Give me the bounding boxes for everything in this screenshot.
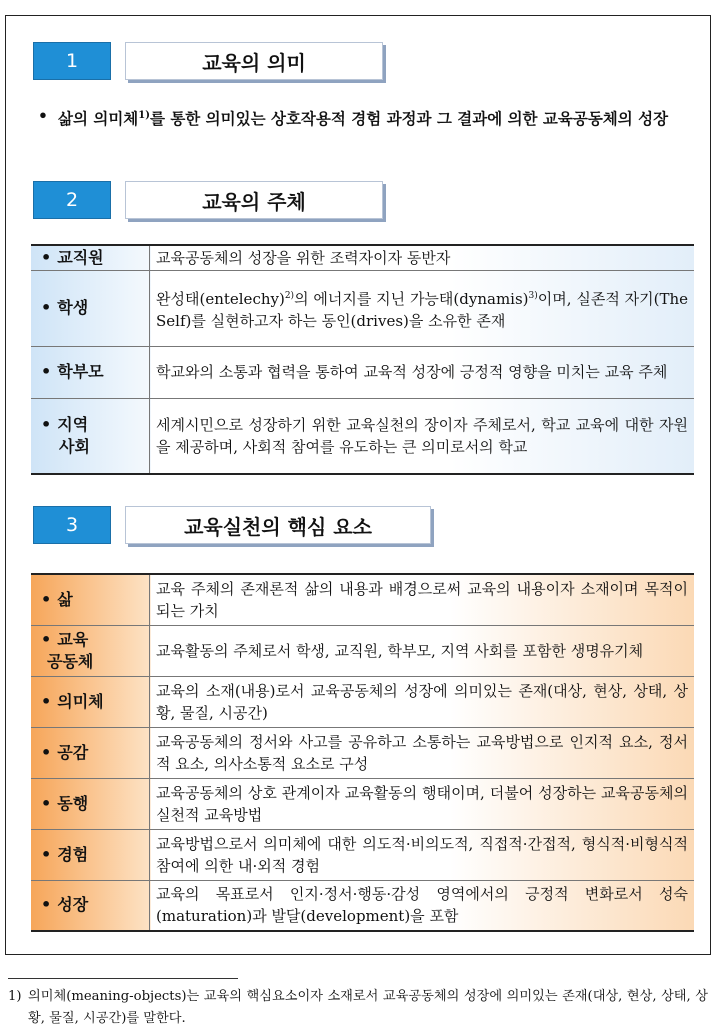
row-label: • 교직원 bbox=[31, 245, 150, 270]
intro-text-a: 삶의 의미체 bbox=[58, 109, 139, 129]
row-label: • 학부모 bbox=[31, 346, 150, 398]
intro-text-b: 를 통한 의미있는 상호작용적 경험 과정과 그 결과에 의한 교육공동체의 성장 bbox=[149, 109, 669, 129]
row-description: 교육공동체의 정서와 사고를 공유하고 소통하는 교육방법으로 인지적 요소, 정서적 요소, 의사소통적 요소로 구성 bbox=[150, 727, 695, 778]
row-description: 학교와의 소통과 협력을 통하여 교육적 성장에 긍정적 영향을 미치는 교육 주체 bbox=[150, 346, 695, 398]
footnote-text: 의미체(meaning-objects)는 교육의 핵심요소이자 소재로서 교육공동체의 성장에 의미있는 존재(대상, 현상, 상태, 상황, 물질, 시공간)를 말한다. bbox=[28, 989, 708, 1026]
section-number: 3 bbox=[33, 506, 111, 544]
row-label: • 의미체 bbox=[31, 676, 150, 727]
core-elements-table bbox=[31, 573, 694, 932]
section-title: 교육의 의미 bbox=[125, 42, 383, 80]
row-label: • 경험 bbox=[31, 829, 150, 880]
row-description: 교육의 목표로서 인지·정서·행동·감성 영역에서의 긍정적 변화로서 성숙(maturation)과 발달(development)을 포함 bbox=[150, 880, 695, 931]
section-title: 교육실천의 핵심 요소 bbox=[125, 506, 431, 544]
row-description: 교육활동의 주체로서 학생, 교직원, 학부모, 지역 사회를 포함한 생명유기체 bbox=[150, 625, 695, 676]
row-description: 교육공동체의 성장을 위한 조력자이자 동반자 bbox=[150, 245, 695, 270]
row-description: 교육방법으로서 의미체에 대한 의도적·비의도적, 직접적·간접적, 형식적·비형식적 참여에 의한 내·외적 경험 bbox=[150, 829, 695, 880]
row-description: 세계시민으로 성장하기 위한 교육실천의 장이자 주체로서, 학교 교육에 대한 자원을 제공하며, 사회적 참여를 유도하는 큰 의미로서의 학교 bbox=[150, 398, 695, 474]
row-label: • 교육 공동체 bbox=[31, 625, 150, 676]
table-row bbox=[31, 574, 694, 625]
table-row bbox=[31, 880, 694, 931]
row-description: 교육의 소재(내용)로서 교육공동체의 성장에 의미있는 존재(대상, 현상, 상태, 상황, 물질, 시공간) bbox=[150, 676, 695, 727]
row-description: 완성태(entelechy)$^{2)}$의 에너지를 지닌 가능태(dynamis)$^{3)}$이며, 실존적 자기(The Self)를 실현하고자 하는 동인(drives)을 소유한 존재 bbox=[150, 270, 695, 346]
table-row bbox=[31, 398, 694, 474]
table-row bbox=[31, 625, 694, 676]
footnote-divider bbox=[8, 978, 238, 979]
table-row bbox=[31, 727, 694, 778]
row-label: • 삶 bbox=[31, 574, 150, 625]
section-number: 1 bbox=[33, 42, 111, 80]
education-meaning-text bbox=[38, 100, 698, 134]
row-label: • 동행 bbox=[31, 778, 150, 829]
row-label: • 학생 bbox=[31, 270, 150, 346]
footnote bbox=[8, 986, 708, 1030]
table-row bbox=[31, 829, 694, 880]
bullet: • bbox=[38, 106, 48, 125]
row-label: • 지역 사회 bbox=[31, 398, 150, 474]
table-row bbox=[31, 270, 694, 346]
footnote-number: 1) bbox=[8, 989, 22, 1004]
section-title: 교육의 주체 bbox=[125, 181, 383, 219]
table-row bbox=[31, 245, 694, 270]
row-label: • 성장 bbox=[31, 880, 150, 931]
row-description: 교육공동체의 상호 관계이자 교육활동의 행태이며, 더불어 성장하는 교육공동체의 실천적 교육방법 bbox=[150, 778, 695, 829]
table-row bbox=[31, 676, 694, 727]
section-number: 2 bbox=[33, 181, 111, 219]
footnote-ref: 1) bbox=[138, 110, 150, 121]
row-label: • 공감 bbox=[31, 727, 150, 778]
education-subjects-table bbox=[31, 244, 694, 475]
table-row bbox=[31, 346, 694, 398]
table-row bbox=[31, 778, 694, 829]
row-description: 교육 주체의 존재론적 삶의 내용과 배경으로써 교육의 내용이자 소재이며 목적이 되는 가치 bbox=[150, 574, 695, 625]
